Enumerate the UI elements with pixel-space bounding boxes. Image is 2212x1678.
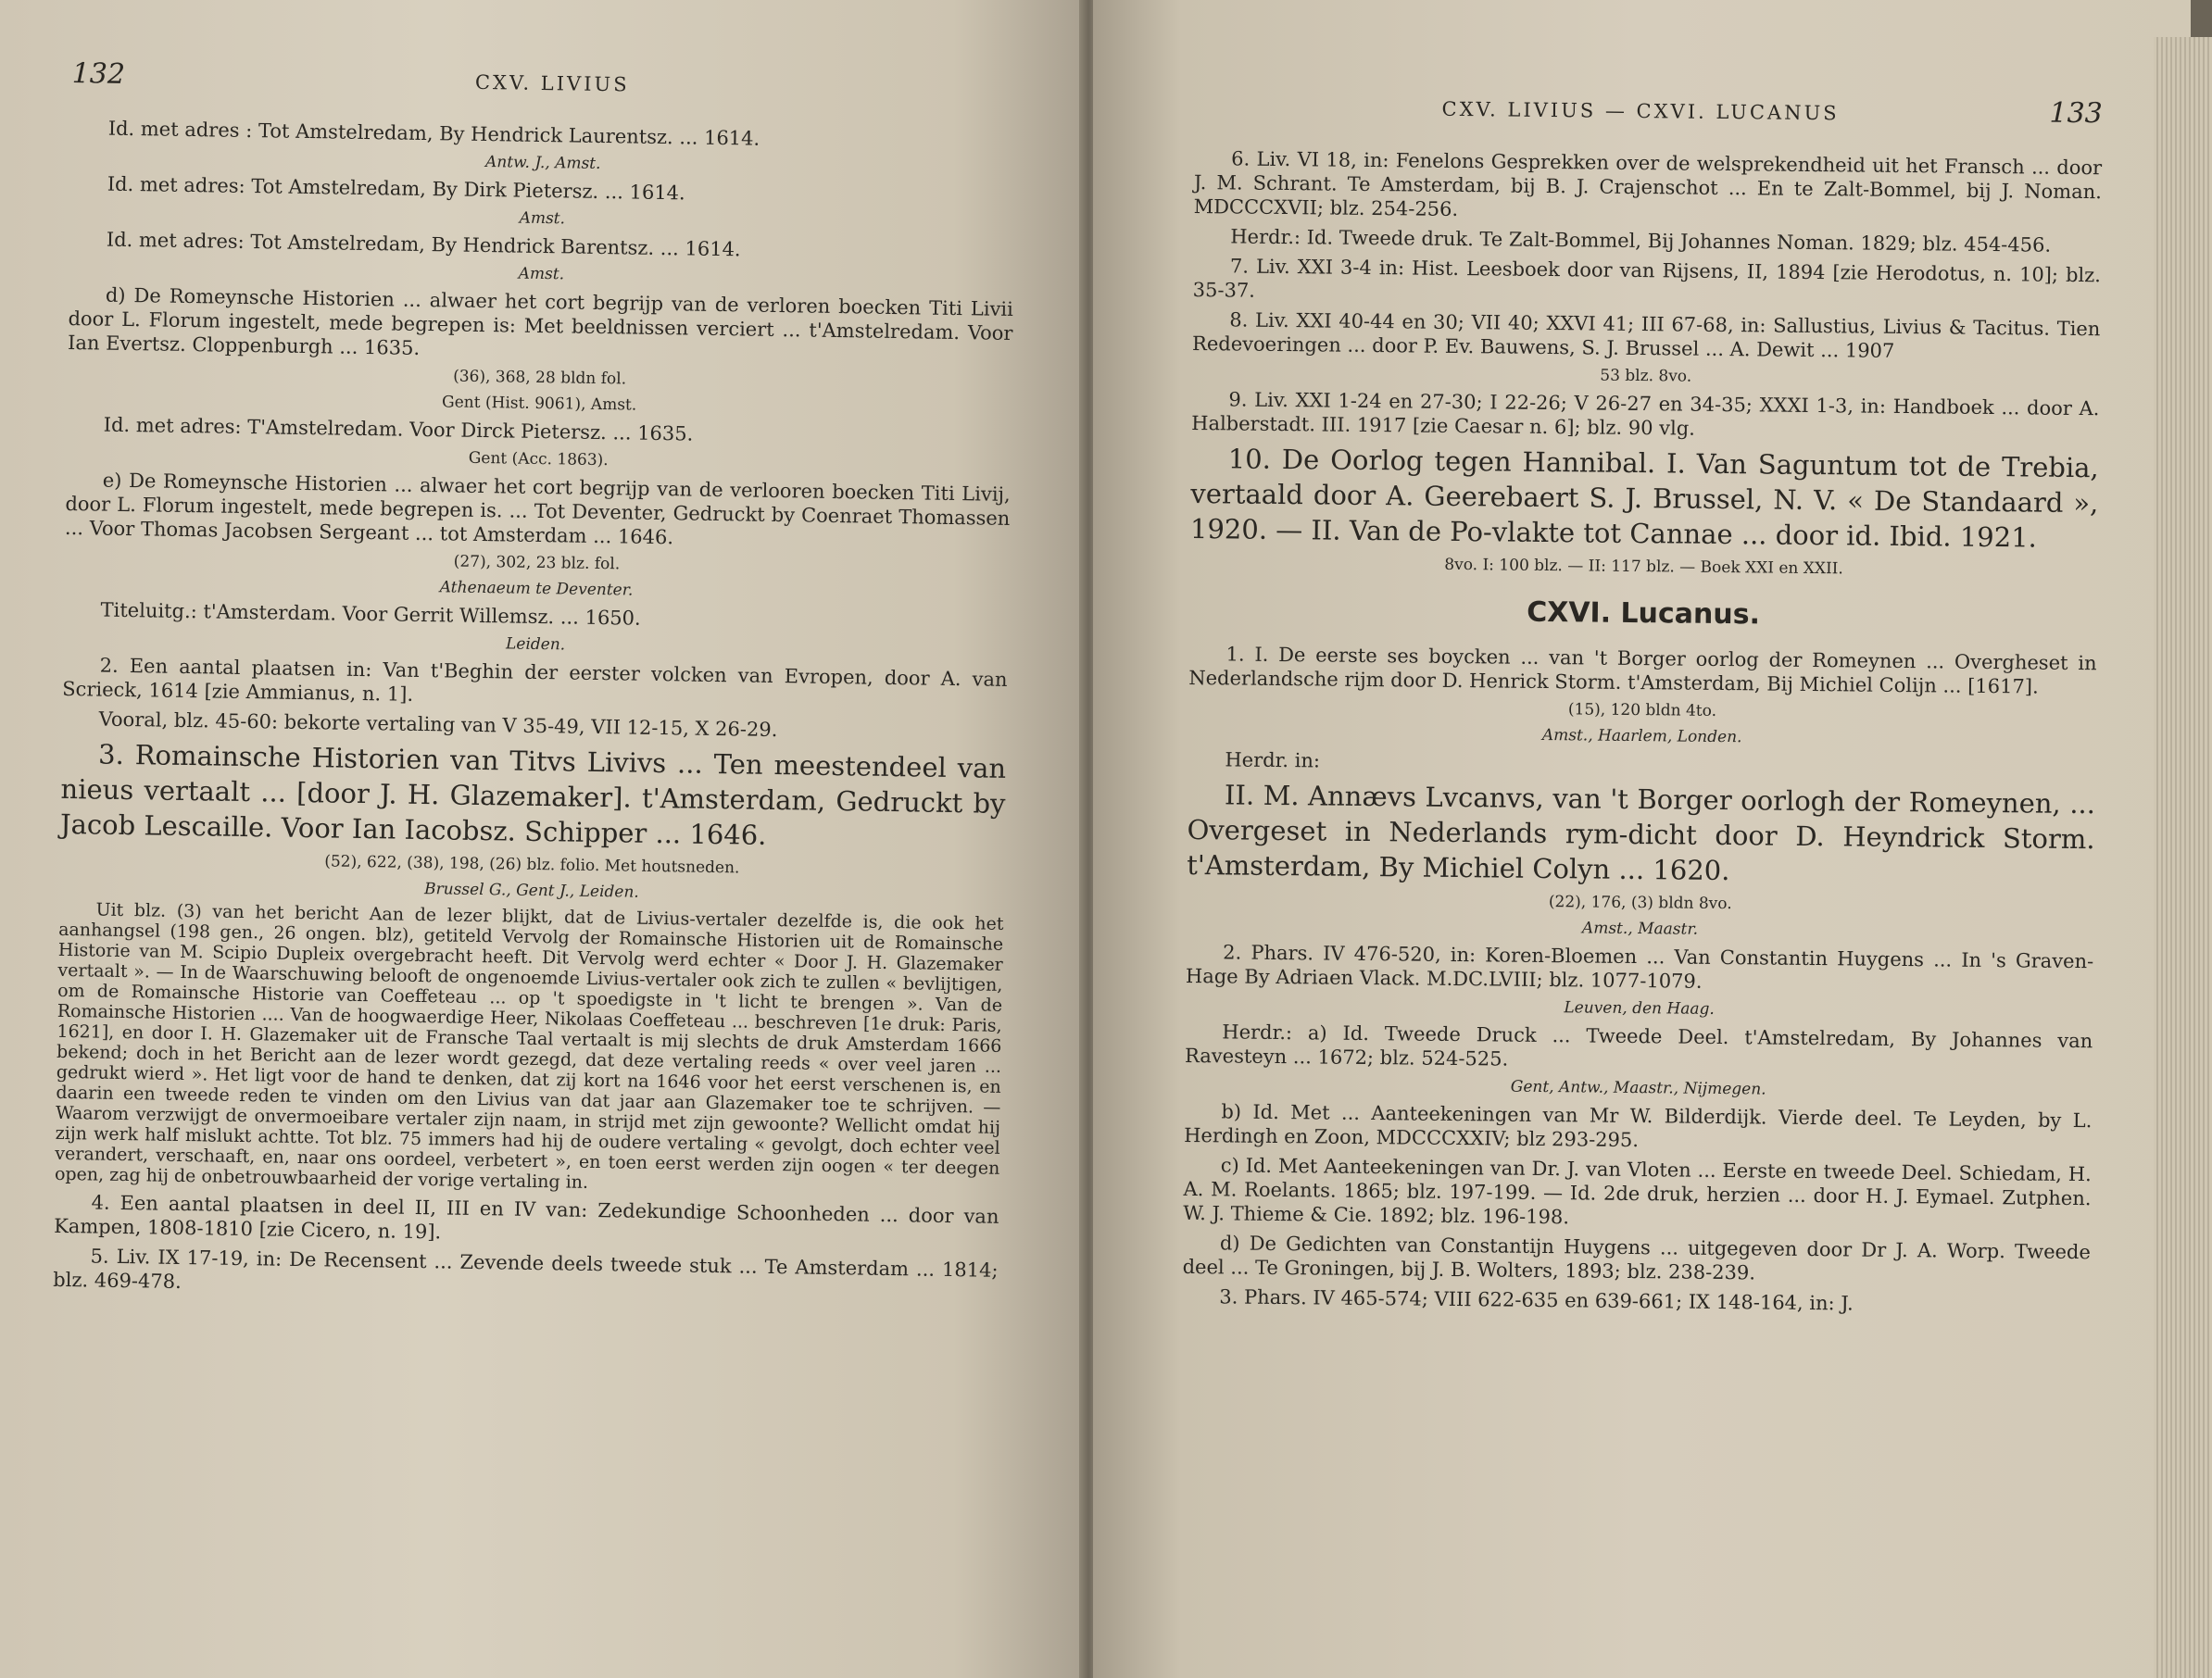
text-block: d) De Romeynsche Historien ... alwaer het cort begrijp van de verloren boecken Titi Livii door L. Florum ingestelt, mede begrepen is: Met beeldnissen verciert ... t'Amstelredam. Voor Ian Evertsz. Cloppenburgh ... 1635. bbox=[67, 283, 1014, 359]
text-block: Amst., Maastr. bbox=[1581, 919, 1699, 939]
text-block: Gent (Hist. 9061), Amst. bbox=[441, 393, 637, 415]
text-block: Vooral, blz. 45-60: bekorte vertaling van V 35-49, VII 12-15, X 26-29. bbox=[98, 708, 778, 742]
text-block: Herdr. in: bbox=[1225, 748, 1321, 772]
running-head: CXV. LIVIUS — CXVI. LUCANUS bbox=[1441, 97, 1840, 125]
text-block: Id. met adres: Tot Amstelredam, By Dirk Pietersz. ... 1614. bbox=[107, 172, 685, 205]
right-page bbox=[1093, 0, 2191, 1678]
text-block: 2. Een aantal plaatsen in: Van t'Beghin der eerster volcken van Evropen, door A. van Scrieck, 1614 [zie Ammianus, n. 1]. bbox=[62, 654, 1008, 706]
page-number: 133 bbox=[2049, 96, 2103, 131]
text-block: Amst., Haarlem, Londen. bbox=[1541, 725, 1742, 747]
left-page-content bbox=[53, 57, 1017, 1307]
text-block: 7. Liv. XXI 3-4 in: Hist. Leesboek door van Rijsens, II, 1894 [zie Herodotus, n. 10]; blz. 35-37. bbox=[1192, 255, 2102, 302]
left-page-text bbox=[53, 116, 1016, 1307]
text-block: e) De Romeynsche Historien ... alwaer het cort begrijp van de verlooren boecken Titi Livij, door L. Florum ingestelt, mede begrepen is. ... Tot Deventer, Gedruckt by Coenraet Thomassen ... Voor Thomas Jacobsen Sergeant ... tot Amsterdam ... 1646. bbox=[64, 469, 1011, 549]
text-block: c) Id. Met Aanteekeningen van Dr. J. van Vloten ... Eerste en tweede Deel. Schiedam, H. A. M. Roelants. 1865; blz. 197-199. — Id. 2de druk, herzien ... door H. J. Eymael. Zutphen. W. J. Thieme & Cie. 1892; blz. 196-198. bbox=[1183, 1154, 2092, 1229]
running-head: CXV. LIVIUS bbox=[474, 70, 630, 96]
text-block: Brussel G., Gent J., Leiden. bbox=[423, 880, 639, 902]
text-block: Athenaeum te Deventer. bbox=[439, 578, 634, 600]
text-block: Titeluitg.: t'Amsterdam. Voor Gerrit Willemsz. ... 1650. bbox=[100, 598, 641, 630]
text-block: Gent, Antw., Maastr., Nijmegen. bbox=[1510, 1077, 1766, 1099]
right-page-text-bottom bbox=[1182, 642, 2096, 1318]
text-block: II. M. Annævs Lvcanvs, van 't Borger oorlogh der Romeynen, ... Overgeset in Nederlands rym-dicht door D. Heyndrick Storm. t'Amsterdam, By Michiel Colyn ... 1620. bbox=[1187, 779, 2096, 887]
text-block: 9. Liv. XXI 1-24 en 27-30; I 22-26; V 26-27 en 34-35; XXXI 1-3, in: Handboek ... door A. Halberstadt. III. 1917 [zie Caesar n. 6]; blz. 90 vlg. bbox=[1191, 388, 2100, 440]
text-block: Id. met adres : Tot Amstelredam, By Hendrick Laurentsz. ... 1614. bbox=[107, 117, 760, 150]
text-block: 3. Phars. IV 465-574; VIII 622-635 en 639-661; IX 148-164, in: J. bbox=[1219, 1285, 1854, 1315]
right-page-header bbox=[1195, 88, 2103, 130]
text-block: b) Id. Met ... Aanteekeningen van Mr W. Bilderdijk. Vierde deel. Te Leyden, by L. Herdingh en Zoon, MDCCCXXIV; blz 293-295. bbox=[1184, 1100, 2093, 1152]
left-page-header bbox=[71, 57, 1016, 105]
text-block: (15), 120 bldn 4to. bbox=[1567, 700, 1717, 720]
text-block: 8vo. I: 100 blz. — II: 117 blz. — Boek XXI en XXII. bbox=[1444, 555, 1843, 579]
text-block: Antw. J., Amst. bbox=[484, 153, 601, 173]
text-block: Id. met adres: Tot Amstelredam, By Hendrick Barentsz. ... 1614. bbox=[106, 228, 741, 261]
left-page bbox=[0, 0, 1084, 1678]
text-block: 53 blz. 8vo. bbox=[1600, 366, 1692, 386]
text-block: (27), 302, 23 blz. fol. bbox=[453, 552, 621, 574]
text-block: Herdr.: a) Id. Tweede Druck ... Tweede Deel. t'Amstelredam, By Johannes van Ravesteyn ... 1672; blz. 524-525. bbox=[1184, 1021, 2093, 1071]
page-number: 132 bbox=[71, 57, 126, 91]
text-block: Leuven, den Haag. bbox=[1564, 998, 1715, 1019]
text-block: Leiden. bbox=[505, 634, 566, 655]
text-block: d) De Gedichten van Constantijn Huygens ... uitgegeven door Dr J. A. Worp. Tweede deel ... Te Groningen, bij J. B. Wolters, 1893; blz. 238-239. bbox=[1182, 1232, 2092, 1284]
text-block: Amst. bbox=[518, 264, 565, 284]
page-edges bbox=[2154, 37, 2212, 1678]
text-block: Gent (Acc. 1863). bbox=[468, 448, 609, 470]
text-block: Id. met adres: T'Amstelredam. Voor Dirck Pietersz. ... 1635. bbox=[103, 413, 694, 445]
section-heading: CXVI. Lucanus. bbox=[1526, 595, 1761, 632]
text-block: 4. Een aantal plaatsen in deel II, III en IV van: Zedekundige Schoonheden ... door van Kampen, 1808-1810 [zie Cicero, n. 19]. bbox=[53, 1191, 999, 1244]
text-block: 10. De Oorlog tegen Hannibal. I. Van Saguntum tot de Trebia, vertaald door A. Geerebaert S. J. Brussel, N. V. « De Standaard », 1920. — II. Van de Po-vlakte tot Cannae ... door id. Ibid. 1921. bbox=[1189, 443, 2099, 554]
text-block: Uit blz. (3) van het bericht Aan de lezer blijkt, dat de Livius-vertaler dezelfde is, die ook het aanhangsel (198 gen., 26 ongen. blz), getiteld Vervolg der Romainsche Historien uit de Romainsche Historie van M. Scipio Dupleix overgebracht heeft. Dit Vervolg werd echter « Door J. H. Glazemaker vertaalt ». — In de Waarschuwing belooft de ongenoemde Livius-vertaler ook zich te zullen « bevlijtigen, om de Romainsche Historie van Coeffeteau ... op 't spoedigste in 't licht te brengen ». Van de Romainsche Historien .... Van de hoogwaerdige Heer, Nikolaas Coeffeteau ... beschreven [1e druk: Paris, 1621], en door I. H. Glazemaker uit de Fransche Taal vertaalt is mij slechts de druk Amsterdam 1666 bekend; doch in het Bericht aan de lezer wordt gezegd, dat deze vertaling reeds « over veel jaren ... gedrukt wierd ». Het ligt voor de hand te denken, dat zij kort na 1646 voor het eerst verschenen is, en daarin een tweede reden te vinden om den Livius van dat jaar aan Glazemaker toe te schrijven. — Waarom verzwijgt de onvermoeibare vertaler zijn naam, in strijd met zijn gewoonte? Wellicht omdat hij zijn werk half mislukt achtte. Tot blz. 75 immers had hij de oudere vertaling « gevolgt, doch echter veel verandert, verschaaft, en, naar ons oordeel, verbetert », en toen eerst werden zijn oogen « ter deegen open, zag hij de onbetrouwbaarheid der vorige vertaling in. bbox=[54, 899, 1004, 1193]
text-block: 3. Romainsche Historien van Titvs Livivs ... Ten meestendeel van nieus vertaalt ... [door J. H. Glazemaker]. t'Amsterdam, Gedruckt by Jacob Lescaille. Voor Ian Iacobsz. Schipper ... 1646. bbox=[59, 738, 1007, 851]
right-page-content bbox=[1182, 88, 2103, 1318]
text-block: 5. Liv. IX 17-19, in: De Recensent ... Zevende deels tweede stuk ... Te Amsterdam ... 1814; blz. 469-478. bbox=[53, 1245, 999, 1294]
text-block: Amst. bbox=[519, 208, 566, 229]
text-block: 1. I. De eerste ses boycken ... van 't Borger oorlog der Romeynen ... Overgheset in Nederlandsche rijm door D. Henrick Storm. t'Amsterdam, Bij Michiel Colijn ... [1617]. bbox=[1188, 643, 2097, 698]
text-block: 6. Liv. VI 18, in: Fenelons Gesprekken over de welsprekendheid uit het Fransch ... door J. M. Schrant. Te Amsterdam, bij B. J. Crajenschot ... En te Zalt-Bommel, bij J. Noman. MDCCCXVII; blz. 254-256. bbox=[1193, 147, 2103, 220]
right-page-text-top bbox=[1190, 146, 2103, 582]
text-block: 8. Liv. XXI 40-44 en 30; VII 40; XXVI 41; III 67-68, in: Sallustius, Livius & Tacitus. Tien Redevoeringen ... door P. Ev. Bauwens, S. J. Brussel ... A. Dewit ... 1907 bbox=[1191, 308, 2101, 362]
text-block: (52), 622, (38), 198, (26) blz. folio. Met houtsneden. bbox=[324, 852, 740, 878]
text-block: Herdr.: Id. Tweede druk. Te Zalt-Bommel, Bij Johannes Noman. 1829; blz. 454-456. bbox=[1230, 225, 2052, 257]
text-block: (22), 176, (3) bldn 8vo. bbox=[1548, 893, 1732, 914]
text-block: (36), 368, 28 bldn fol. bbox=[453, 367, 627, 389]
text-block: 2. Phars. IV 476-520, in: Koren-Bloemen ... Van Constantin Huygens ... In 's Graven-Hage By Adriaen Vlack. M.DC.LVIII; blz. 1077-1079. bbox=[1185, 941, 2094, 993]
